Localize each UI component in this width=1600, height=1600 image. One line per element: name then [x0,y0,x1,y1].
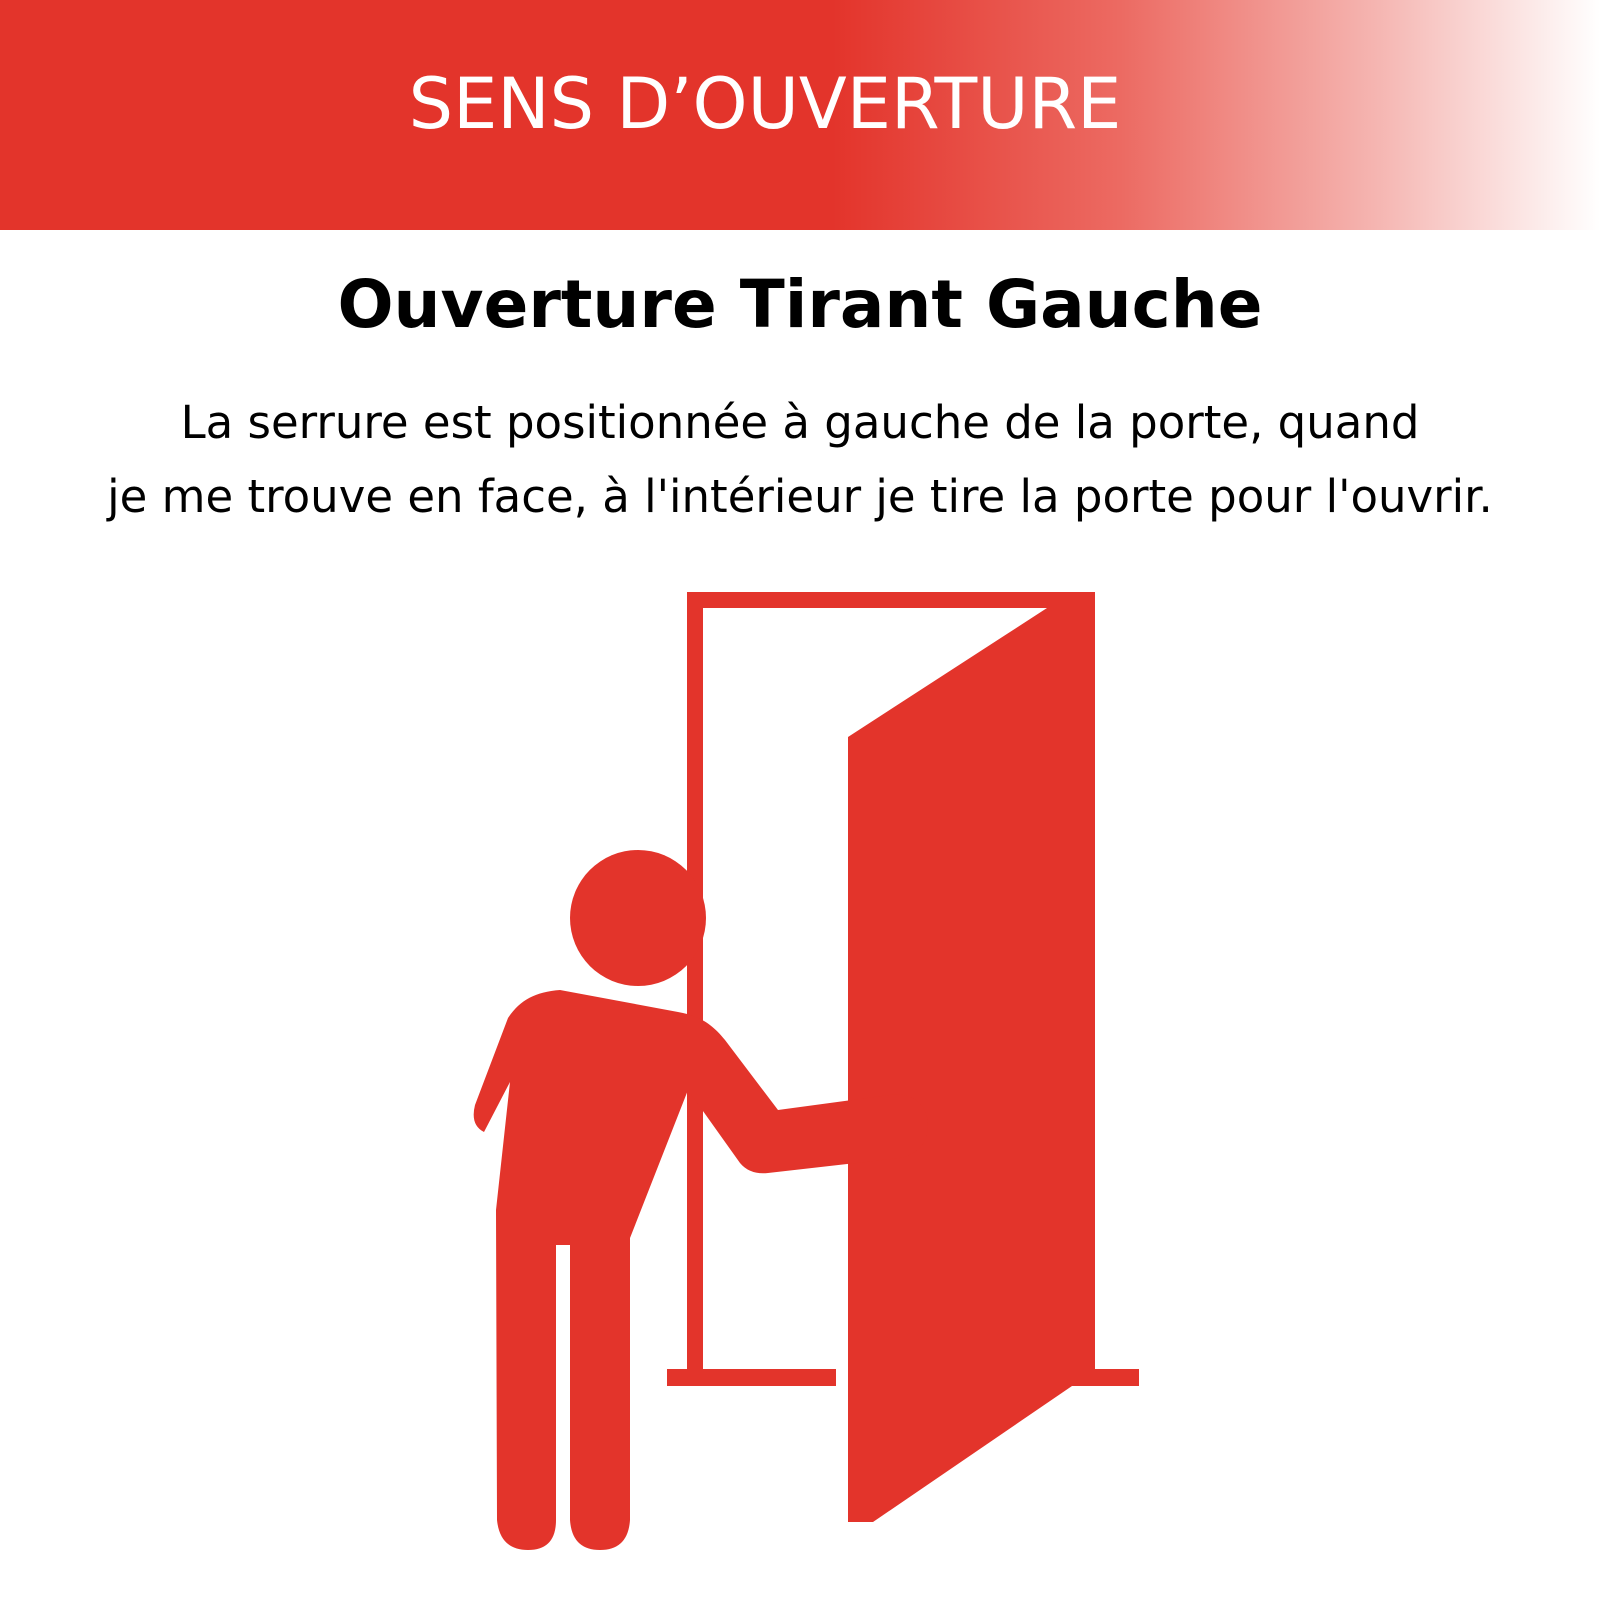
open-door-icon [848,608,1079,1522]
description-line-2: je me trouve en face, à l'intérieur je tire la porte pour l'ouvrir. [107,470,1493,523]
page-title: Ouverture Tirant Gauche [337,266,1263,343]
description-line-1: La serrure est positionnée à gauche de la porte, quand [180,396,1420,449]
banner-title: SENS D’OUVERTURE [408,63,1122,145]
